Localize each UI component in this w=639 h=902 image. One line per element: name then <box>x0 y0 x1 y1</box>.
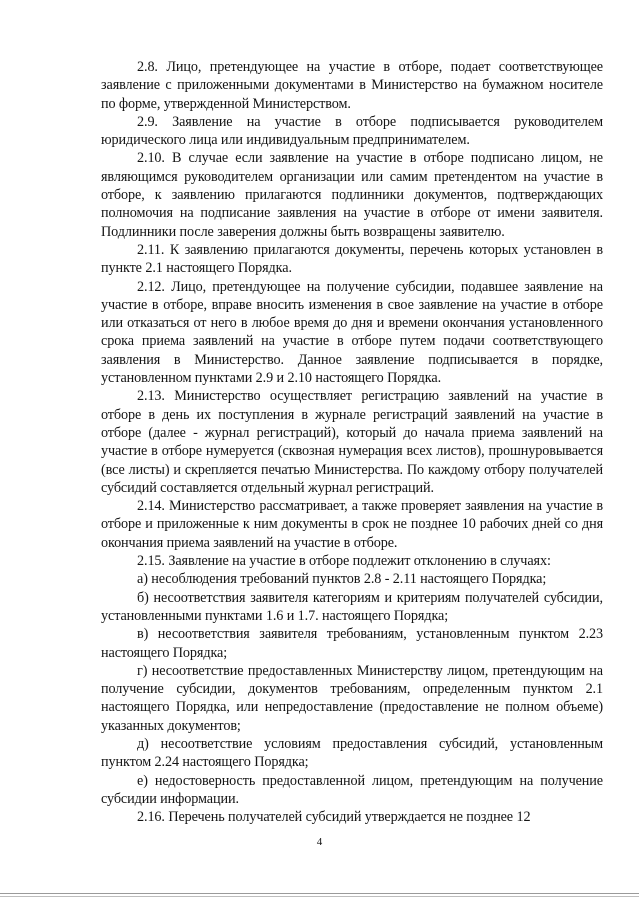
paragraph-2-8: 2.8. Лицо, претендующее на участие в отборе, подает соответствующее заявление с приложенными документами в Министерство на бумажном носителе по форме, утвержденной Министерством. <box>101 59 603 112</box>
list-item-b: б) несоответствия заявителя категориям и критериям получателей субсидии, установленными пунктами 1.6 и 1.7. настоящего Порядка; <box>101 589 603 624</box>
paragraph-2-12: 2.12. Лицо, претендующее на получение субсидии, подавшее заявление на участие в отборе, вправе вносить изменения в свое заявление на участие в отборе или отказаться от него в любое время до дня и времени окончания установленного срока приема заявлений на участие в отборе путем подачи соответствующего заявления в Министерство. Данное заявление подписывается в порядке, установленном пунктами 2.9 и 2.10 настоящего Порядка. <box>101 278 603 387</box>
list-item-d: д) несоответствие условиям предоставления субсидий, установленным пунктом 2.24 настоящего Порядка; <box>101 735 603 771</box>
list-item-v: в) несоответствия заявителя требованиям, установленным пунктом 2.23 настоящего Порядка; <box>101 626 603 661</box>
document-body <box>101 58 603 826</box>
list-item-e: е) недостоверность предоставленной лицом, претендующим на получение субсидии информации. <box>101 772 603 807</box>
scan-edge-line <box>0 896 639 897</box>
list-item-a: а) несоблюдения требований пунктов 2.8 - 2.11 настоящего Порядка; <box>137 571 547 588</box>
paragraph-2-11: 2.11. К заявлению прилагаются документы, перечень которых установлен в пункте 2.1 настоящего Порядка. <box>101 241 603 277</box>
scan-edge-line <box>0 893 639 894</box>
paragraph-2-9: 2.9. Заявление на участие в отборе подписывается руководителем юридического лица или индивидуальным предпринимателем. <box>101 113 603 149</box>
page-number: 4 <box>316 836 323 848</box>
list-item-g: г) несоответствие предоставленных Министерству лицом, претендующим на получение субсидии, документов требованиям, определенным пунктом 2.1 настоящего Порядка, или непредоставление (предоставление не полном объеме) указанных документов; <box>101 662 603 734</box>
paragraph-2-14: 2.14. Министерство рассматривает, а также проверяет заявления на участие в отборе и приложенные к ним документы в срок не позднее 10 рабочих дней со дня окончания приема заявлений на участие в отборе. <box>101 498 603 551</box>
paragraph-2-10: 2.10. В случае если заявление на участие в отборе подписано лицом, не являющимся руководителем организации или самим претендентом на участие в отборе, к заявлению прилагаются подлинники документов, подтверждающих полномочия на подписание заявления на участие в отборе от имени заявителя. Подлинники после заверения должны быть возвращены заявителю. <box>101 150 603 240</box>
paragraph-2-16: 2.16. Перечень получателей субсидий утверждается не позднее 12 <box>137 809 531 826</box>
paragraph-2-13: 2.13. Министерство осуществляет регистрацию заявлений на участие в отборе в день их поступления в журнале регистраций заявлений на участие в отборе (далее - журнал регистраций), который до начала приема заявлений на участие в отборе нумеруется (сквозная нумерация всех листов), прошнуровывается (все листы) и скрепляется печатью Министерства. По каждому отбору получателей субсидий составляется отдельный журнал регистраций. <box>101 388 603 496</box>
paragraph-2-15: 2.15. Заявление на участие в отборе подлежит отклонению в случаях: <box>137 553 551 570</box>
